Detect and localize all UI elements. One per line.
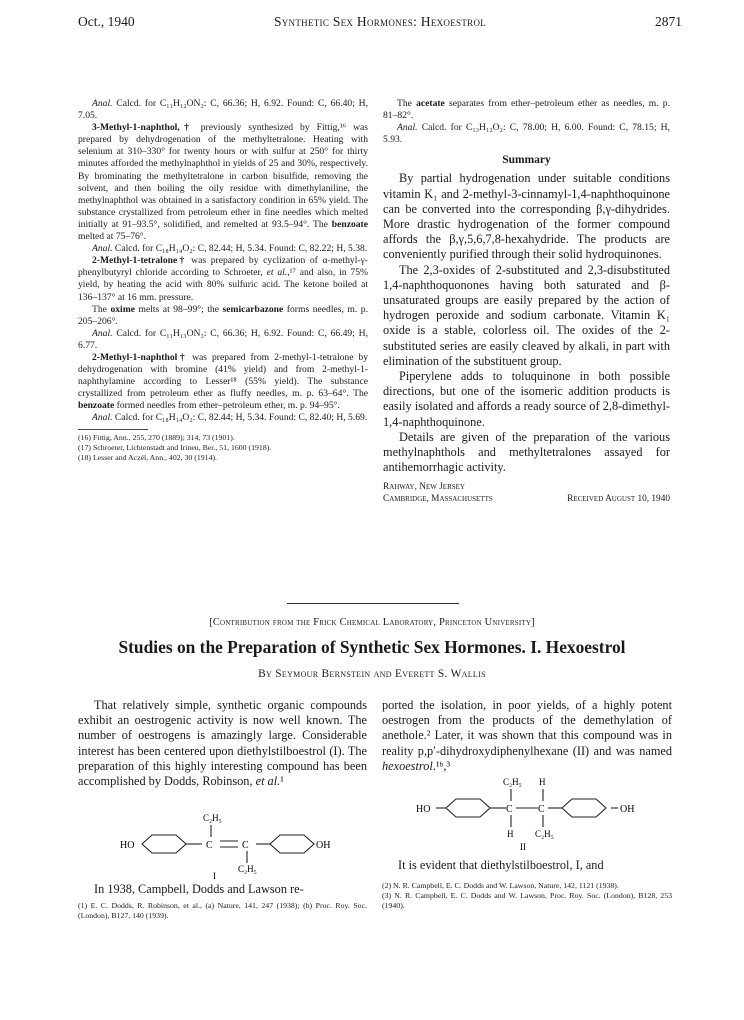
- oh-label: OH: [316, 840, 331, 851]
- paragraph: Anal. Calcd. for C₁₈H₁₄O₂: C, 82.44; H, 5.34. Found: C, 82.22; H, 5.38.: [92, 243, 368, 255]
- ho-label: HO: [120, 840, 135, 851]
- footnote-17: (17) Schroeter, Lichtenstadt and Irineu, Ber., 51, 1600 (1918).: [78, 442, 272, 452]
- hydrogen-top: H: [539, 777, 546, 787]
- summary-heading: Summary: [502, 154, 551, 167]
- ethyl-top: C₂H₅: [203, 813, 222, 823]
- footnote-2: (2) N. R. Campbell, E. C. Dodds and W. Lawson, Nature, 142, 1121 (1938).: [382, 881, 619, 891]
- contribution-line: [Contribution from the Frick Chemical Laboratory, Princeton University]: [209, 617, 535, 628]
- article-title: Studies on the Preparation of Synthetic Sex Hormones. I. Hexoestrol: [118, 637, 626, 657]
- right-bottom-continuation: [382, 858, 672, 911]
- left-top-column: [78, 98, 368, 463]
- paragraph: 3-Methyl-1-naphthol,† previously synthesized by Fittig,¹⁶ was prepared by dehydrogenation of the methyltetralone. Heating with selenium at 310–330° for twenty hours or with sulfur at 250° for thirty minutes afforded the methylnaphthol in yields of 25 and 30%, respectively. By brominating the methyltetralone in carbon bisulfide, removing the solvent, and then boiling the oily residue with dimethylaniline, the methylnaphthol was obtained in a satisfactory condition in 65% yield. The substance crystallized from petroleum ether in fine needles which melted initially at 91–93.5°, solidified, and remelted at 93.5–94°. The benzoate melted at 75–76°.: [78, 122, 368, 243]
- paragraph: Anal. Calcd. for C₁₈H₁₄O₂: C, 82.44; H, 5.34. Found: C, 82.40; H, 5.69.: [92, 412, 368, 424]
- footnote-18: (18) Lesser and Aczél, Ann., 402, 30 (1914).: [78, 452, 218, 462]
- paragraph: The acetate separates from ether–petroleum ether as needles, m. p. 81–82°.: [383, 98, 670, 122]
- footnote-rule: [78, 429, 148, 430]
- received-date: Received August 10, 1940: [567, 494, 670, 505]
- structure-label-II: II: [520, 842, 526, 852]
- footnote-16: (16) Fittig, Ann., 255, 270 (1889); 314, 73 (1901).: [78, 432, 235, 442]
- paragraph: That relatively simple, synthetic organic compounds exhibit an oestrogenic activity is now well known. The number of oestrogens is amazingly large. Considerable interest has been centered upon diethylstilboestrol (I). The preparation of this highly interesting compound has been accomplished by Dodds, Robinson, et al.¹: [78, 698, 367, 789]
- paragraph: Anal. Calcd. for C₁₁H₁₂ON₂: C, 66.36; H, 6.92. Found: C, 66.40; H, 7.05.: [78, 98, 368, 122]
- right-bottom-column: [382, 698, 672, 774]
- article-authors: By Seymour Bernstein and Everett S. Wallis: [258, 668, 486, 680]
- summary-paragraph: The 2,3-oxides of 2-substituted and 2,3-disubstituted 1,4-naphthoquonones having both saturated and β-unsaturated groups are easily prepared by the action of hydrogen peroxide and sodium carbonate. Vitamin K₁ oxide is a stable, colorless oil. The oxides of the 2-substituted series are easily cleaved by alkali, in part with elimination of the substituent group.: [383, 262, 670, 368]
- footnote-3: (3) N. R. Campbell, E. C. Dodds and W. Lawson, Proc. Roy. Soc. (London), B128, 253 (1940).: [382, 891, 672, 911]
- left-bottom-continuation: [78, 882, 367, 921]
- oh-label: OH: [620, 804, 635, 815]
- sign-city-line: [383, 494, 670, 506]
- ho-label: HO: [416, 804, 431, 815]
- paragraph: The oxime melts at 98–99°; the semicarbazone forms needles, m. p. 205–206°.: [78, 303, 368, 327]
- summary-paragraph: By partial hydrogenation under suitable conditions vitamin K₁ and 2-methyl-3-cinnamyl-1,4-naphthoquinone can be converted into the corresponding β,γ-dihydrides. More drastic hydrogenation of the former compound affords the β,γ,5,6,7,8-hexahydride. The products are conveniently purified through their solid hydroquinones.: [383, 171, 670, 262]
- structure-diethylstilboestrol: [110, 808, 350, 880]
- hydrogen-bottom: H: [507, 829, 514, 839]
- right-top-column: [383, 98, 670, 506]
- header-running-title: Synthetic Sex Hormones: Hexoestrol: [273, 14, 487, 29]
- structure-hexoestrol: [412, 772, 652, 852]
- paragraph: Anal. Calcd. for C₁₁H₁₃ON₃: C, 66.36; H, 6.92. Found: C, 66.49; H, 6.77.: [78, 327, 368, 351]
- summary-paragraph: Details are given of the preparation of the various methylnaphthols and methyltetralones assayed for antihemorrhagic activity.: [383, 429, 670, 475]
- carbon-left: C: [506, 804, 513, 815]
- paragraph: It is evident that diethylstilboestrol, I, and: [398, 858, 604, 872]
- paragraph: 2-Methyl-1-tetralone† was prepared by cyclization of α-methyl-γ-phenylbutyryl chloride according to Schroeter, et al.,¹⁷ and also, in 75% yield, by heating the acid with 80% sulfuric acid. The ketone boiled at 136–137° at 16 mm. pressure.: [78, 255, 369, 303]
- header-page-number: 2871: [655, 14, 682, 29]
- paragraph: Anal. Calcd. for C₁₃H₁₂O₂: C, 78.00; H, 6.00. Found: C, 78.15; H, 5.93.: [383, 122, 670, 146]
- summary-paragraph: Piperylene adds to toluquinone in both possible directions, but one of the isomeric addition products is easily isolated and affords a ready source of 2,8-dimethyl-1,4-naphthoquinone.: [383, 369, 670, 429]
- carbon-left: C: [206, 840, 213, 851]
- signature-block: [383, 482, 670, 505]
- paragraph: ported the isolation, in poor yields, of a highly potent oestrogen from the products of the demethylation of anethole.² Later, it was shown that this compound was in reality p,p′-dihydroxydiphenylhexane (II) and was named hexoestrol.¹ᵇ,³: [382, 698, 672, 773]
- sign-place: Rahway, New Jersey: [383, 482, 465, 493]
- carbon-right: C: [538, 804, 545, 815]
- ethyl-bottom: C₂H₅: [535, 829, 554, 839]
- paragraph: In 1938, Campbell, Dodds and Lawson re-: [94, 882, 304, 896]
- structure-label-I: I: [213, 871, 216, 880]
- running-header: [78, 14, 682, 34]
- ethyl-top: C₂H₅: [503, 777, 522, 787]
- footnote-1: (1) E. C. Dodds, R. Robinson, et al., (a) Nature, 141, 247 (1938); (b) Proc. Roy. Soc. (London), B127, 140 (1939).: [78, 901, 367, 921]
- article-divider: [287, 603, 459, 604]
- sign-city: Cambridge, Massachusetts: [383, 494, 493, 505]
- left-bottom-column: [78, 698, 367, 789]
- header-date: Oct., 1940: [78, 14, 135, 29]
- carbon-right: C: [242, 840, 249, 851]
- paragraph: 2-Methyl-1-naphthol† was prepared from 2-methyl-1-tetralone by dehydrogenation with bromine (41% yield) and from 2-methyl-1-naphthylamine according to Lesser¹⁸ (55% yield). The substance crystallized from petroleum ether as fluffy needles, m. p. 63–64°. The benzoate formed needles from ether–petroleum ether, m. p. 94–95°.: [78, 351, 368, 412]
- ethyl-bottom: C₂H₅: [238, 864, 257, 874]
